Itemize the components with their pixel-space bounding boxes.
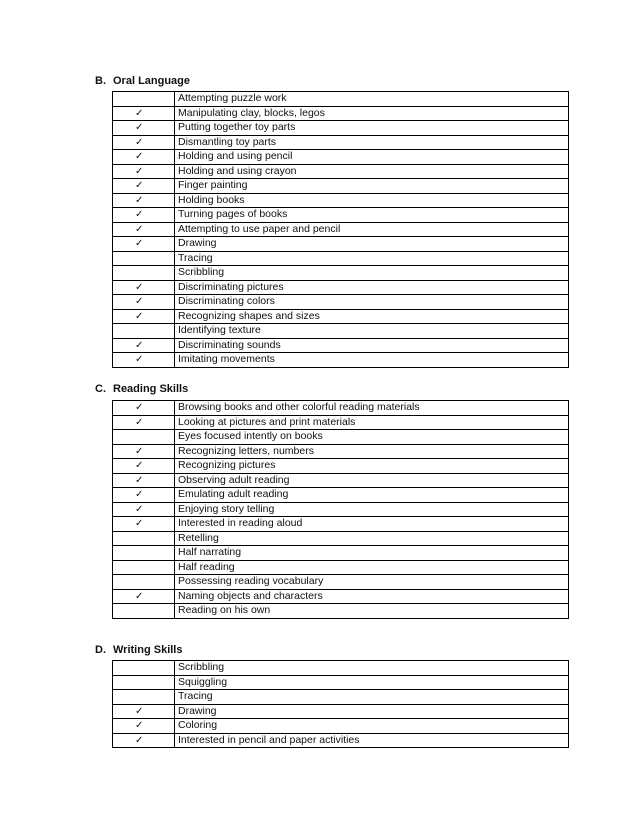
check-cell [113,338,175,353]
skill-label: Enjoying story telling [175,502,569,517]
skill-label: Manipulating clay, blocks, legos [175,106,569,121]
skill-label: Recognizing letters, numbers [175,444,569,459]
check-cell [113,266,175,281]
check-cell [113,121,175,136]
table-row [113,106,569,121]
skill-label: Reading on his own [175,604,569,619]
skill-label: Putting together toy parts [175,121,569,136]
table-row [113,324,569,339]
table-row [113,208,569,223]
table-row [113,92,569,107]
table-row [113,575,569,590]
table-row [113,675,569,690]
section-heading [95,75,190,88]
section-letter: C. [95,383,106,395]
skill-label: Eyes focused intently on books [175,430,569,445]
checkmark-icon: ✓ [135,180,144,192]
checkmark-icon: ✓ [135,489,144,501]
check-cell [113,309,175,324]
table-row [113,150,569,165]
section-letter: D. [95,644,106,656]
check-cell [113,415,175,430]
table-row [113,353,569,368]
checkmark-icon: ✓ [135,354,144,366]
skill-label: Emulating adult reading [175,488,569,503]
table-row [113,309,569,324]
check-cell [113,295,175,310]
skill-label: Possessing reading vocabulary [175,575,569,590]
skill-label: Recognizing pictures [175,459,569,474]
check-cell [113,546,175,561]
skill-label: Discriminating pictures [175,280,569,295]
check-cell [113,444,175,459]
checkmark-icon: ✓ [135,296,144,308]
check-cell [113,92,175,107]
check-cell [113,690,175,705]
checkmark-icon: ✓ [135,518,144,530]
checkmark-icon: ✓ [135,238,144,250]
check-cell [113,589,175,604]
skill-label: Finger painting [175,179,569,194]
checkmark-icon: ✓ [135,310,144,322]
checkmark-icon: ✓ [135,474,144,486]
check-cell [113,488,175,503]
table-row [113,733,569,748]
checkmark-icon: ✓ [135,136,144,148]
table-row [113,661,569,676]
skill-label: Discriminating colors [175,295,569,310]
table-row [113,589,569,604]
check-cell [113,164,175,179]
table-row [113,459,569,474]
table-row [113,401,569,416]
checkmark-icon: ✓ [135,223,144,235]
skill-label: Squiggling [175,675,569,690]
table-row [113,164,569,179]
table-row [113,604,569,619]
table-row [113,415,569,430]
table-row [113,179,569,194]
check-cell [113,661,175,676]
section-heading [95,383,188,396]
table-row [113,135,569,150]
skill-label: Tracing [175,251,569,266]
checkmark-icon: ✓ [135,705,144,717]
table-row [113,266,569,281]
skill-label: Interested in reading aloud [175,517,569,532]
table-row [113,251,569,266]
table-row [113,338,569,353]
checkmark-icon: ✓ [135,445,144,457]
skill-label: Imitating movements [175,353,569,368]
checkmark-icon: ✓ [135,460,144,472]
check-cell [113,135,175,150]
table-row [113,690,569,705]
skill-label: Attempting to use paper and pencil [175,222,569,237]
table-row [113,560,569,575]
checkmark-icon: ✓ [135,734,144,746]
skill-label: Holding books [175,193,569,208]
checkmark-icon: ✓ [135,107,144,119]
skill-label: Recognizing shapes and sizes [175,309,569,324]
checkmark-icon: ✓ [135,402,144,414]
check-cell [113,150,175,165]
skill-label: Holding and using pencil [175,150,569,165]
skill-label: Drawing [175,237,569,252]
table-row [113,237,569,252]
checkmark-icon: ✓ [135,209,144,221]
skill-label: Observing adult reading [175,473,569,488]
section-heading [95,644,182,657]
table-row [113,430,569,445]
skill-label: Dismantling toy parts [175,135,569,150]
check-cell [113,179,175,194]
skills-table [112,400,569,619]
check-cell [113,575,175,590]
checkmark-icon: ✓ [135,122,144,134]
skills-table [112,91,569,368]
skill-label: Half narrating [175,546,569,561]
check-cell [113,733,175,748]
check-cell [113,560,175,575]
check-cell [113,353,175,368]
checkmark-icon: ✓ [135,165,144,177]
checkmark-icon: ✓ [135,590,144,602]
skill-label: Looking at pictures and print materials [175,415,569,430]
check-cell [113,459,175,474]
table-row [113,222,569,237]
skill-label: Holding and using crayon [175,164,569,179]
table-row [113,473,569,488]
table-row [113,488,569,503]
check-cell [113,237,175,252]
section-title: Writing Skills [113,644,183,656]
check-cell [113,502,175,517]
checkmark-icon: ✓ [135,503,144,515]
section-title: Oral Language [113,75,191,87]
skill-label: Half reading [175,560,569,575]
table-row [113,193,569,208]
check-cell [113,401,175,416]
check-cell [113,531,175,546]
check-cell [113,106,175,121]
table-row [113,121,569,136]
check-cell [113,704,175,719]
check-cell [113,251,175,266]
check-cell [113,675,175,690]
check-cell [113,473,175,488]
skill-label: Tracing [175,690,569,705]
skill-label: Discriminating sounds [175,338,569,353]
section-title: Reading Skills [113,383,189,395]
table-row [113,502,569,517]
table-row [113,280,569,295]
check-cell [113,222,175,237]
skills-table [112,660,569,748]
check-cell [113,517,175,532]
table-row [113,704,569,719]
skill-label: Scribbling [175,661,569,676]
table-row [113,295,569,310]
skill-label: Browsing books and other colorful reading materials [175,401,569,416]
skill-label: Retelling [175,531,569,546]
skill-label: Turning pages of books [175,208,569,223]
check-cell [113,430,175,445]
check-cell [113,193,175,208]
table-row [113,444,569,459]
skill-label: Interested in pencil and paper activities [175,733,569,748]
skill-label: Scribbling [175,266,569,281]
checkmark-icon: ✓ [135,416,144,428]
check-cell [113,280,175,295]
table-row [113,517,569,532]
checkmark-icon: ✓ [135,720,144,732]
checkmark-icon: ✓ [135,194,144,206]
table-row [113,546,569,561]
checkmark-icon: ✓ [135,281,144,293]
skill-label: Naming objects and characters [175,589,569,604]
skill-label: Coloring [175,719,569,734]
checkmark-icon: ✓ [135,339,144,351]
check-cell [113,719,175,734]
table-row [113,531,569,546]
check-cell [113,324,175,339]
table-row [113,719,569,734]
skill-label: Drawing [175,704,569,719]
check-cell [113,208,175,223]
skill-label: Attempting puzzle work [175,92,569,107]
check-cell [113,604,175,619]
skill-label: Identifying texture [175,324,569,339]
checkmark-icon: ✓ [135,151,144,163]
section-letter: B. [95,75,106,87]
